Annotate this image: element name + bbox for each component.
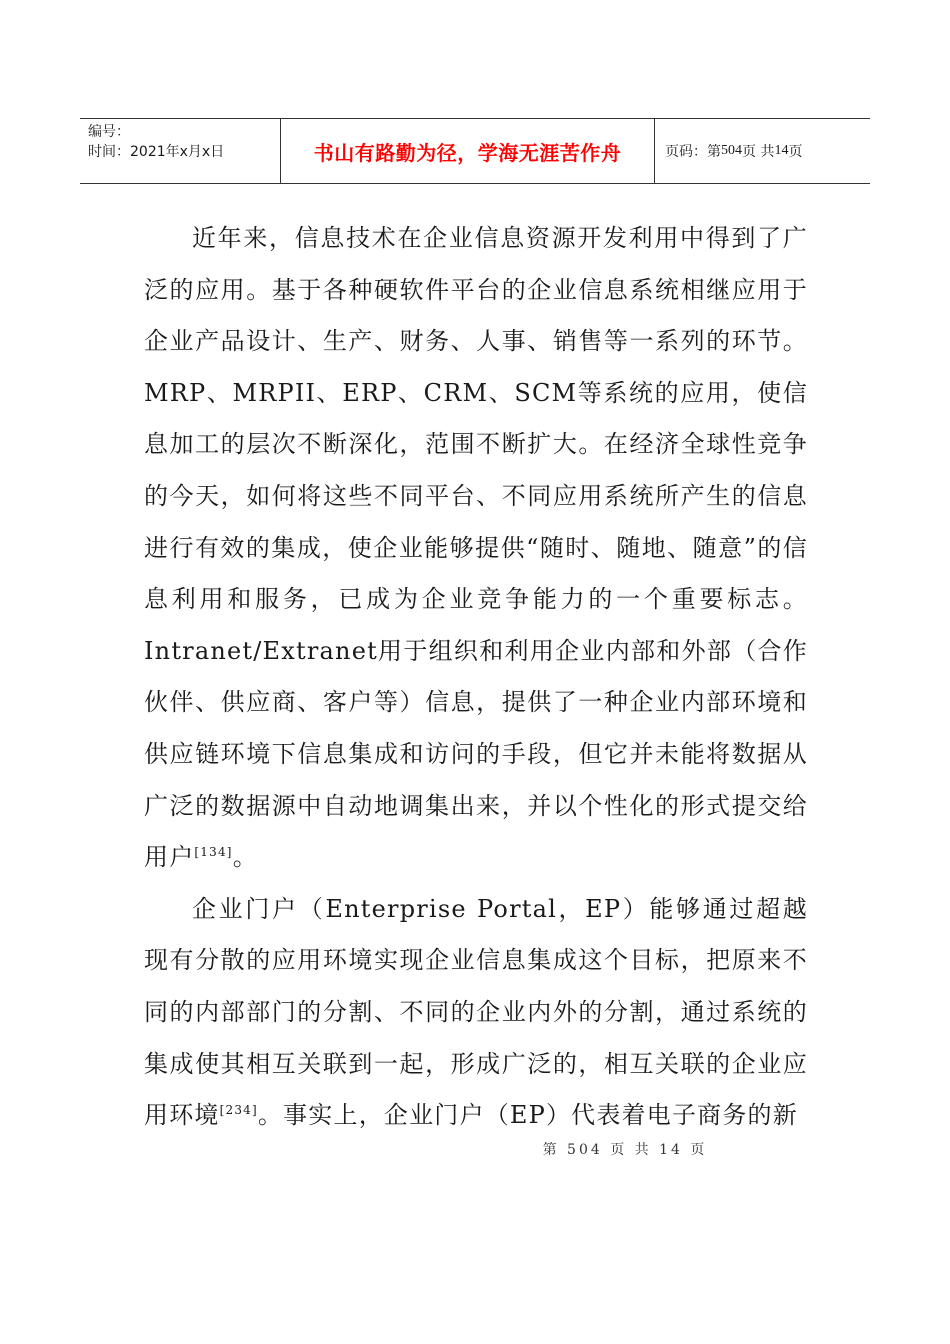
citation-134: [134] bbox=[194, 845, 233, 860]
paragraph-1 bbox=[144, 213, 808, 884]
serial-label: 编号： bbox=[88, 124, 130, 140]
page-total: 14 bbox=[774, 143, 789, 158]
page-current: 504 bbox=[721, 143, 742, 158]
paragraph-1-text: 近年来，信息技术在企业信息资源开发利用中得到了广泛的应用。基于各种硬软件平台的企业信息系统相继应用于企业产品设计、生产、财务、人事、销售等一系列的环节。MRP、MRPII、ERP、CRM、SCM等系统的应用，使信息加工的层次不断深化，范围不断扩大。在经济全球性竞争的今天，如何将这些不同平台、不同应用系统所产生的信息进行有效的集成，使企业能够提供“随时、随地、随意”的信息利用和服务，已成为企业竞争能力的一个重要标志。Intranet/Extranet用于组织和利用企业内部和外部（合作伙伴、供应商、客户等）信息，提供了一种企业内部环境和供应链环境下信息集成和访问的手段，但它并未能将数据从广泛的数据源中自动地调集出来，并以个性化的形式提交给用户 bbox=[144, 224, 808, 872]
page-suffix: 页 bbox=[788, 144, 803, 160]
paragraph-2 bbox=[144, 884, 808, 1142]
document-body bbox=[144, 213, 808, 1142]
paragraph-2-text: 企业门户（Enterprise Portal，EP）能够通过超越现有分散的应用环境实现企业信息集成这个目标，把原来不同的内部部门的分割、不同的企业内外的分割，通过系统的集成使其相互关联到一起，形成广泛的，相互关联的企业应用环境 bbox=[144, 894, 808, 1130]
page-header bbox=[80, 118, 870, 184]
citation-234: [234] bbox=[219, 1103, 258, 1118]
page-prefix: 页码：第 bbox=[665, 144, 721, 160]
header-meta bbox=[80, 119, 281, 183]
page-footer: 第 504 页 共 14 页 bbox=[542, 1142, 708, 1158]
page-mid: 页 共 bbox=[742, 144, 775, 160]
paragraph-2-tail: 。事实上，企业门户（EP）代表着电子商务的新 bbox=[257, 1101, 798, 1130]
time-label: 时间：2021年x月x日 bbox=[88, 144, 225, 160]
header-page-number bbox=[655, 119, 870, 183]
paragraph-1-tail: 。 bbox=[232, 843, 258, 872]
header-motto: 书山有路勤为径，学海无涯苦作舟 bbox=[281, 119, 655, 183]
